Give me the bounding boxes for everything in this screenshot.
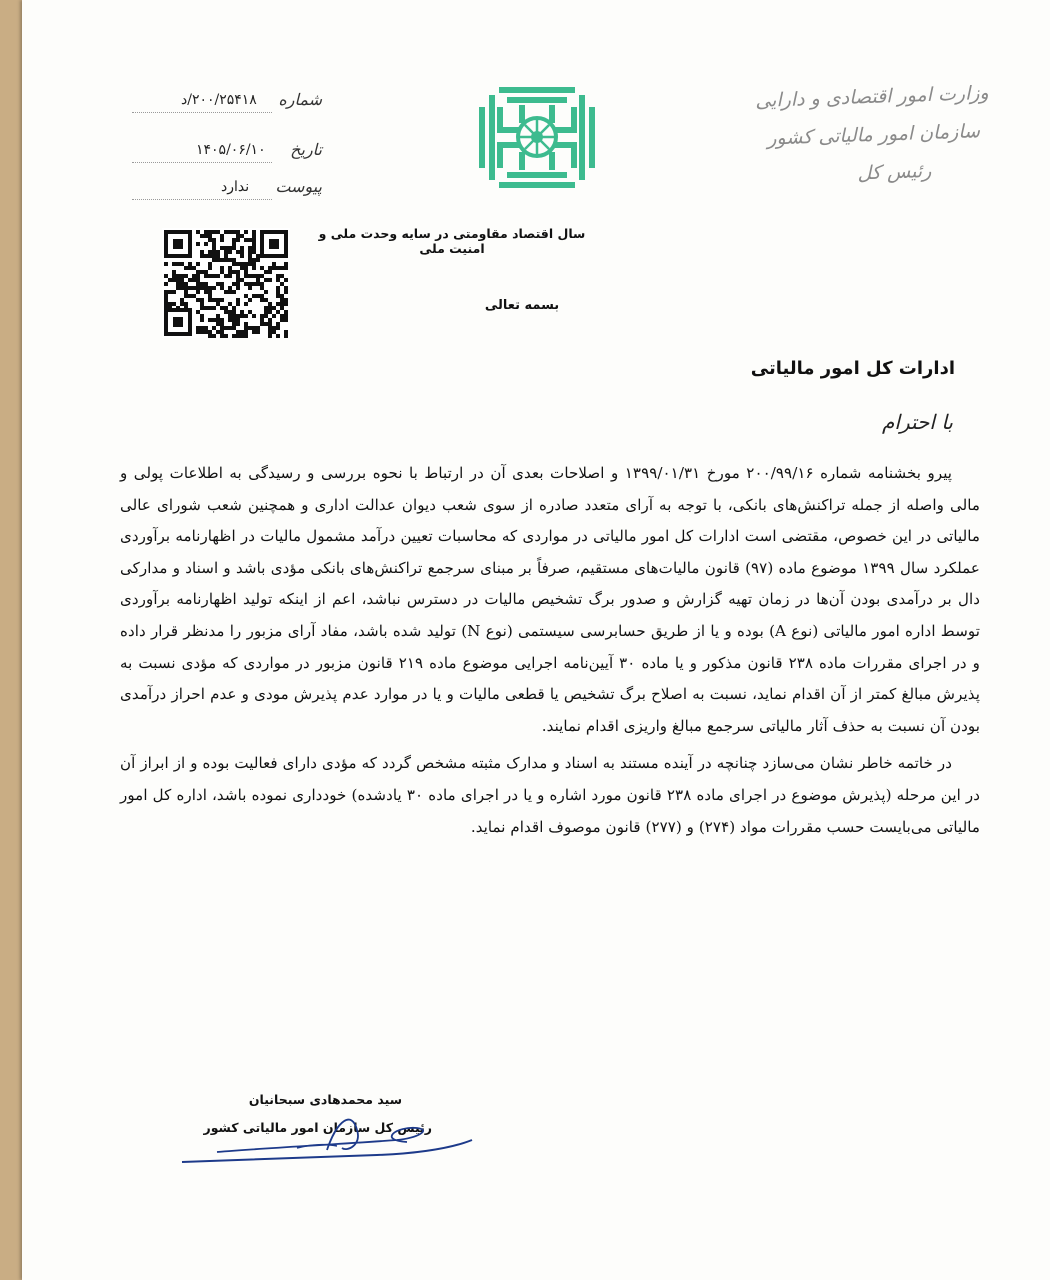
ministry-line: سازمان امور مالیاتی کشور xyxy=(766,120,981,150)
year-motto: سال اقتصاد مقاومتی در سایه وحدت ملی و امنیت ملی xyxy=(318,226,586,256)
bismillah-heading: بسمه تعالی xyxy=(484,298,560,313)
signer-title: رئیس کل سازمان امور مالیاتی کشور xyxy=(203,1120,432,1135)
attachment-label: پیوست xyxy=(275,177,322,196)
tax-organization-logo xyxy=(462,80,612,195)
letter-body xyxy=(120,458,980,843)
date-dots xyxy=(132,162,272,163)
letter-addressee: ادارات کل امور مالیاتی xyxy=(750,358,955,379)
handwritten-signature xyxy=(177,1100,477,1170)
letter-paragraph: پیرو بخشنامه شماره ۲۰۰/۹۹/۱۶ مورخ ۱۳۹۹/۰۱/۳۱ و اصلاحات بعدی آن در ارتباط با نحوه بررسی و رسیدگی به اطلاعات پولی و مالی واصله از جمله تراکنش‌های بانکی، با توجه به آرای متعدد صادره از سوی شعب دیوان عدالت اداری و همچنین شعب شورای عالی مالیاتی در این خصوص، مقتضی است ادارات کل امور مالیاتی در مواردی که محاسبات تعیین درآمد مشمول مالیات در اظهارنامه برآوردی عملکرد سال ۱۳۹۹ موضوع ماده (۹۷) قانون مالیات‌های مستقیم، صرفاً بر مبنای سرجمع تراکنش‌های بانکی مؤدی باشد و اسناد و مدارکی دال بر درآمدی بودن آن‌ها در زمان تهیه گزارش و صدور برگ تشخیص مالیات در دسترس نباشد، اعم از اینکه تولید اظهارنامه برآوردی توسط اداره امور مالیاتی (نوع A) بوده و یا از طریق حسابرسی سیستمی (نوع N) تولید شده باشد، مفاد آرای مزبور را مدنظر قرار داده و در اجرای مقررات ماده ۲۳۸ قانون مذکور و یا ماده ۳۰ آیین‌نامه اجرایی موضوع ماده ۲۱۹ قانون مزبور در مواردی که مؤدی نسبت به پذیرش مبالغ کمتر از آن اقدام نماید، نسبت به اصلاح برگ تشخیص یا قطعی مالیات و یا در موارد عدم پذیرش مودی و عدم احراز درآمدی بودن آن نسبت به حذف آثار مالیاتی سرجمع مبالغ واریزی اقدام نمایند. xyxy=(120,464,981,735)
ministry-line: وزارت امور اقتصادی و دارایی xyxy=(754,81,989,112)
letter-paragraph: در خاتمه خاطر نشان می‌سازد چنانچه در آینده مستند به اسناد و مدارک مثبته مشخص گردد که مؤدی دارای فعالیت بوده و از ابراز آن در این مرحله (پذیرش موضوع در اجرای ماده ۲۳۸ قانون مورد اشاره و یا در اجرای ماده ۳۰ یادشده) خودداری نموده باشد، اداره کل امور مالیاتی می‌بایست حسب مقررات مواد (۲۷۴) و (۲۷۷) قانون موصوف اقدام نماید. xyxy=(120,754,981,836)
number-value: ۲۰۰/۲۵۴۱۸/د xyxy=(177,92,261,108)
qr-code xyxy=(162,228,290,338)
ministry-line: رئیس کل xyxy=(857,159,932,185)
ministry-header xyxy=(748,74,992,196)
date-value: ۱۴۰۵/۰۶/۱۰ xyxy=(192,142,270,158)
letter-page xyxy=(22,0,1050,1280)
date-label: تاریخ xyxy=(290,140,322,159)
signer-name: سید محمدهادی سبحانیان xyxy=(248,1092,402,1107)
letter-number-row xyxy=(132,90,332,120)
letter-attachment-row xyxy=(132,177,332,207)
attachment-dots xyxy=(132,199,272,200)
letter-date-row xyxy=(132,140,332,170)
number-label: شماره xyxy=(278,90,322,109)
letter-greeting: با احترام xyxy=(882,410,953,434)
attachment-value: ندارد xyxy=(217,179,253,195)
number-dots xyxy=(132,112,272,113)
